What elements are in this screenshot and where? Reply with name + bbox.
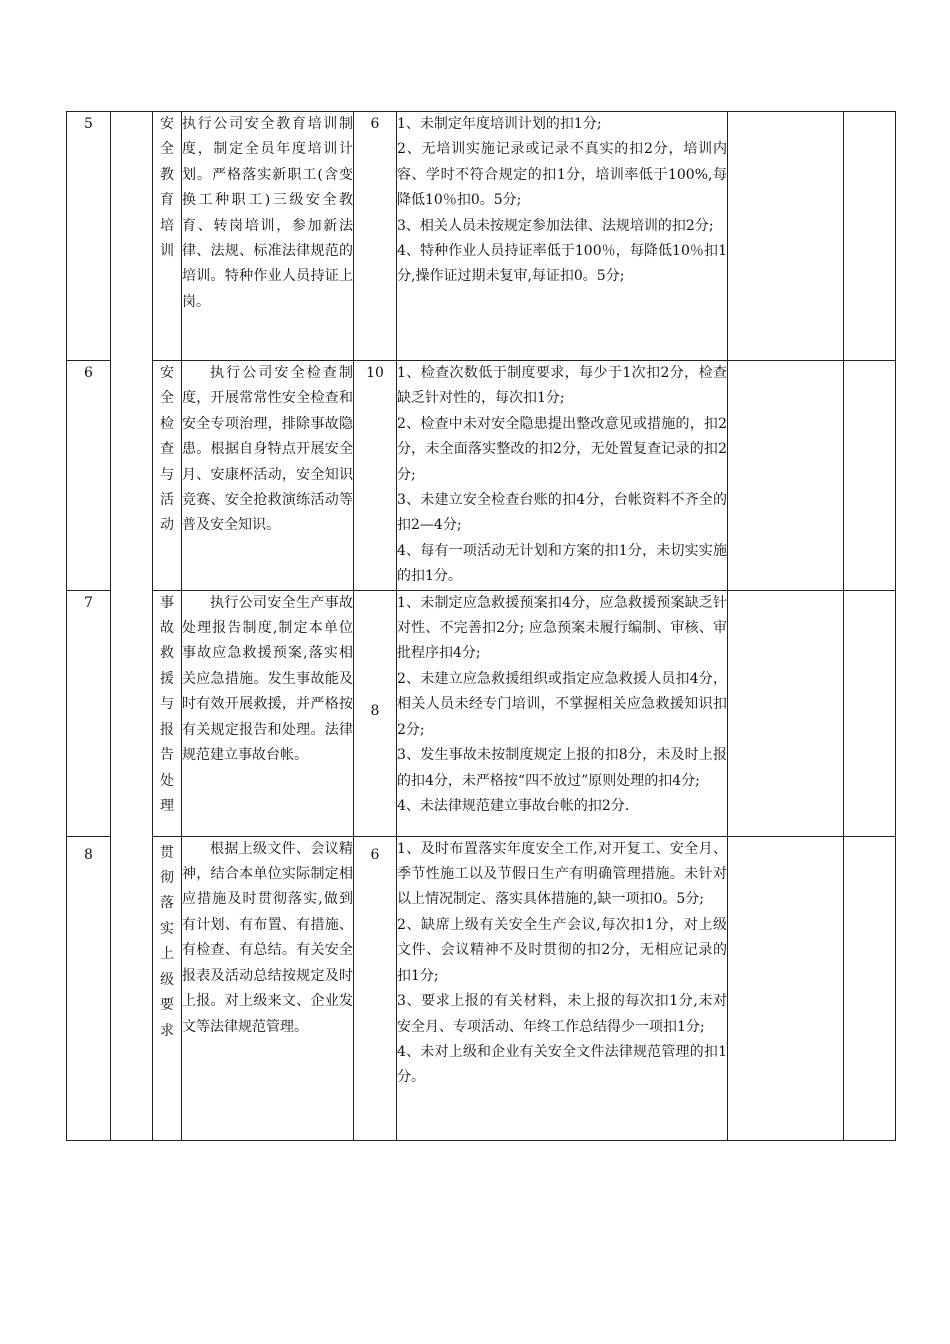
row-number: 6 [67, 361, 111, 591]
item-score: 6 [354, 112, 397, 361]
table-row [67, 361, 896, 591]
standard-line: 4、未法律规范建立事故台帐的扣2分. [397, 797, 630, 814]
standard-line: 1、未制定年度培训计划的扣1分; [397, 116, 602, 132]
item-score: 6 [354, 836, 397, 1140]
standard-line: 4、未对上级和企业有关安全文件法律规范管理的扣1分。 [397, 1043, 727, 1086]
item-content: 执行公司安全教育培训制度，制定全员年度培训计划。严格落实新职工(含变换工种职工)三级安全教育、转岗培训，参加新法律、法规、标准法律规范的培训。特种作业人员持证上岗。 [182, 112, 354, 361]
standard-line: 2、未建立应急救援组织或指定应急救援人员扣4分，相关人员未经专门培训，不掌握相关应急救援知识扣2分; [397, 670, 727, 738]
item-content: 执行公司安全生产事故处理报告制度,制定本单位事故应急救援预案,落实相关应急措施。发生事故能及时有效开展救援，并严格按有关规定报告和处理。法律规范建立事故台帐。 [182, 590, 354, 836]
item-name: 贯彻落实上级要求 [153, 836, 182, 1140]
table-row [67, 836, 896, 1140]
standard-line: 2、无培训实施记录或记录不真实的扣2分，培训内容、学时不符合规定的扣1分，培训率低于100%,每降低10％扣0。5分; [397, 141, 727, 209]
empty-cell [844, 112, 896, 361]
standard-line: 1、未制定应急救援预案扣4分，应急救援预案缺乏针对性、不完善扣2分; 应急预案未履行编制、审核、审批程序扣4分; [397, 594, 727, 662]
empty-cell [844, 590, 896, 836]
table-row [67, 112, 896, 361]
empty-cell [728, 836, 844, 1140]
item-score: 10 [354, 361, 397, 591]
standard-line: 1、检查次数低于制度要求，每少于1次扣2分，检查缺乏针对性的，每次扣1分; [397, 365, 727, 407]
scoring-standard [397, 836, 728, 1140]
standard-line: 3、要求上报的有关材料，未上报的每次扣1分,未对安全月、专项活动、年终工作总结得少一项扣1分; [397, 993, 727, 1035]
item-name: 安全检查与活动 [153, 361, 182, 591]
item-content: 执行公司安全检查制度，开展常常性安全检查和安全专项治理，排除事故隐患。根据自身特点开展安全月、安康杯活动，安全知识竞赛、安全抢救演练活动等普及安全知识。 [182, 361, 354, 591]
merged-category-cell [111, 112, 153, 1141]
empty-cell [844, 836, 896, 1140]
standard-line: 1、及时布置落实年度安全工作,对开复工、安全月、季节性施工以及节假日生产有明确管理措施。未针对以上情况制定、落实具体措施的,缺一项扣0。5分; [397, 840, 727, 908]
item-name: 事故救援与报告处理 [153, 590, 182, 836]
evaluation-table [66, 111, 896, 1141]
standard-line: 4、特种作业人员持证率低于100％，每降低10％扣1分,操作证过期未复审,每证扣0。5分; [397, 243, 727, 285]
scoring-standard [397, 590, 728, 836]
empty-cell [728, 590, 844, 836]
empty-cell [728, 361, 844, 591]
standard-line: 3、相关人员未按规定参加法律、法规培训的扣2分; [397, 217, 714, 234]
standard-line: 3、发生事故未按制度规定上报的扣8分，未及时上报的扣4分，未严格按“四不放过”原则处理的扣4分; [397, 747, 727, 789]
item-name: 安全教育培训 [153, 112, 182, 361]
standard-line: 2、缺席上级有关安全生产会议,每次扣1分，对上级文件、会议精神不及时贯彻的扣2分，无相应记录的扣1分; [397, 916, 727, 984]
row-number: 7 [67, 590, 111, 836]
table-row [67, 590, 896, 836]
scoring-standard [397, 361, 728, 591]
row-number: 5 [67, 112, 111, 361]
standard-line: 2、检查中未对安全隐患提出整改意见或措施的，扣2分，未全面落实整改的扣2分，无处置复查记录的扣2分; [397, 415, 727, 483]
row-number: 8 [67, 836, 111, 1140]
empty-cell [844, 361, 896, 591]
standard-line: 4、每有一项活动无计划和方案的扣1分，未切实实施的扣1分。 [397, 542, 727, 585]
empty-cell [728, 112, 844, 361]
item-content: 根据上级文件、会议精神，结合本单位实际制定相应措施及时贯彻落实,做到有计划、有布置、有措施、有检查、有总结。有关安全报表及活动总结按规定及时上报。对上级来文、企业发文等法律规范管理。 [182, 836, 354, 1140]
standard-line: 3、未建立安全检查台账的扣4分，台帐资料不齐全的扣2—4分; [397, 492, 727, 534]
item-score: 8 [354, 590, 397, 836]
scoring-standard [397, 112, 728, 361]
